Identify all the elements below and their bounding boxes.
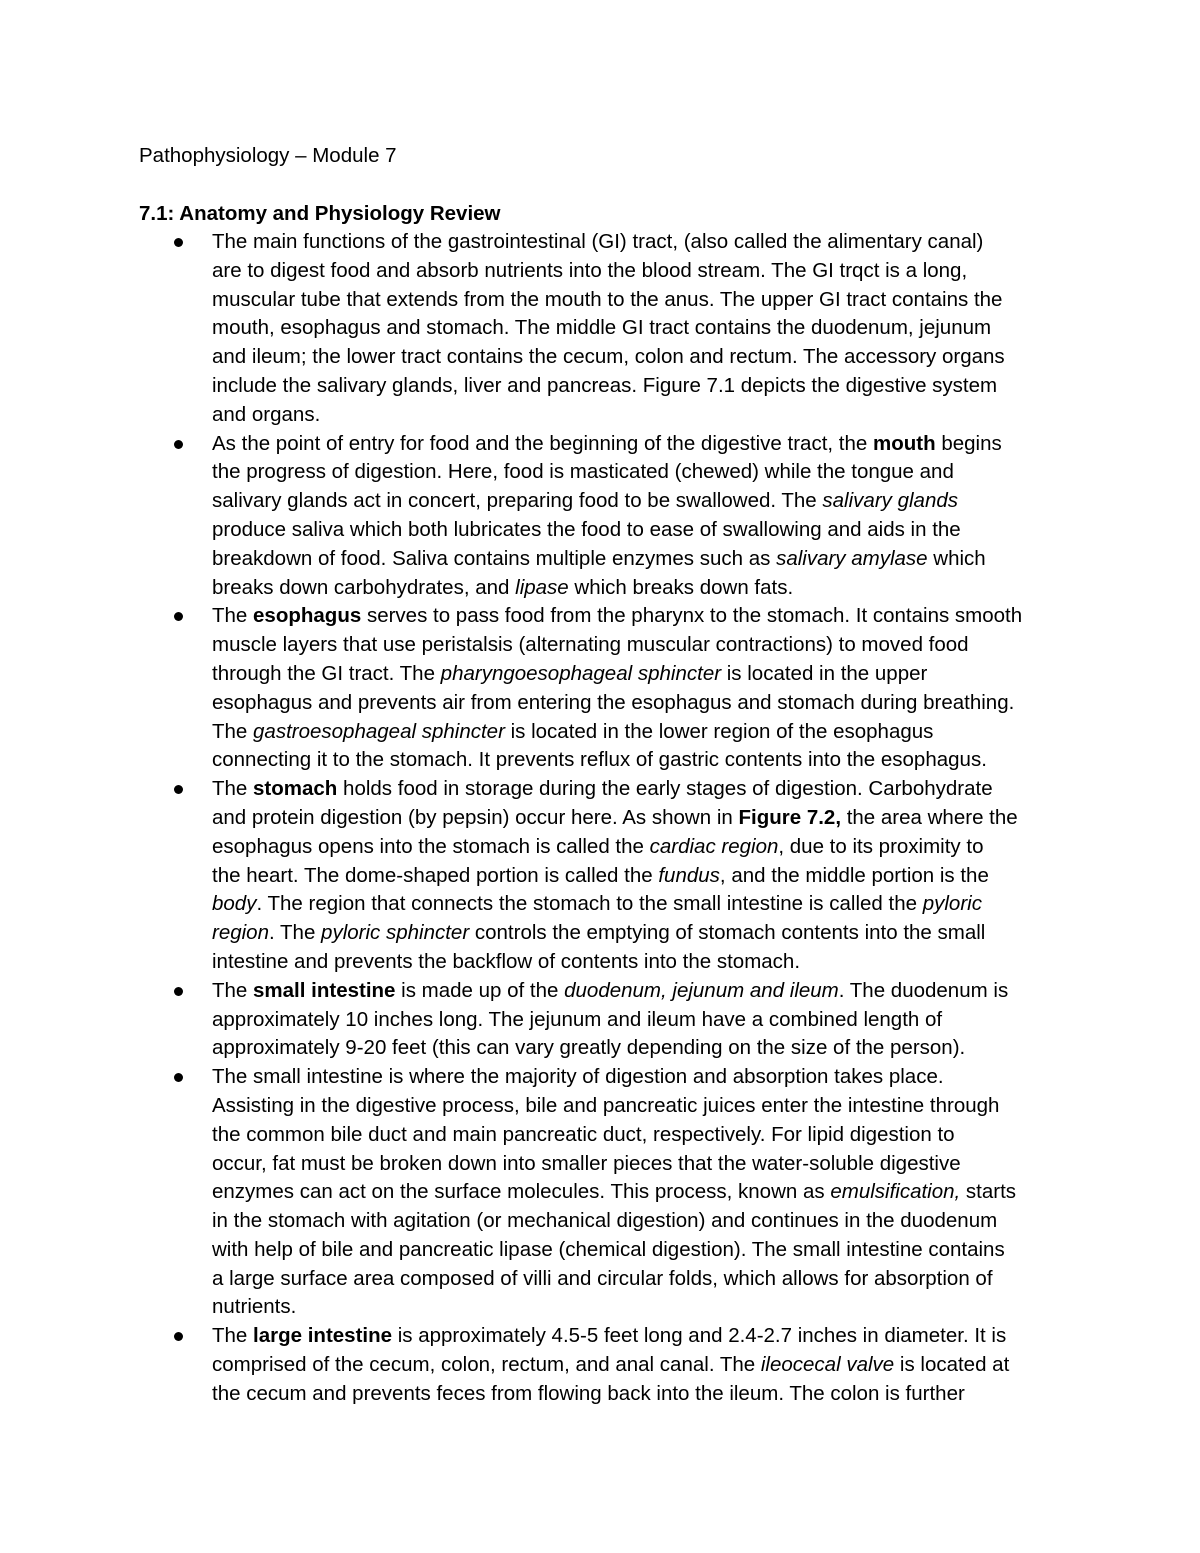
bold-term: esophagus bbox=[253, 604, 362, 628]
text-line bbox=[212, 1265, 1082, 1294]
text-line bbox=[212, 343, 1082, 372]
italic-term: cardiac region bbox=[649, 834, 779, 858]
text-run: muscular tube that extends from the mouth to the anus. The upper GI tract contains the bbox=[212, 287, 1003, 311]
text-line bbox=[212, 574, 1082, 603]
italic-term: pyloric sphincter bbox=[321, 921, 470, 945]
text-line bbox=[212, 1178, 1082, 1207]
text-run: . The region that connects the stomach to the small intestine is called the bbox=[256, 892, 923, 916]
text-line bbox=[212, 1092, 1082, 1121]
text-line bbox=[212, 804, 1082, 833]
italic-term: body bbox=[212, 892, 257, 916]
bullet-item bbox=[212, 775, 1082, 977]
bullet-point-icon bbox=[174, 612, 183, 621]
bullet-item bbox=[212, 1322, 1082, 1408]
text-run: is located at bbox=[894, 1353, 1010, 1377]
text-run: with help of bile and pancreatic lipase (chemical digestion). The small intestine contains bbox=[212, 1237, 1005, 1261]
text-run: the progress of digestion. Here, food is masticated (chewed) while the tongue and bbox=[212, 460, 954, 484]
text-run: , and the middle portion is the bbox=[719, 863, 989, 887]
text-run: . The duodenum is bbox=[838, 978, 1009, 1002]
bullet-point-icon bbox=[174, 785, 183, 794]
bullet-point-icon bbox=[174, 238, 183, 247]
italic-term: pyloric bbox=[922, 892, 982, 916]
bullet-item bbox=[212, 228, 1082, 430]
text-line bbox=[212, 833, 1082, 862]
italic-term: gastroesophageal sphincter bbox=[253, 719, 505, 743]
text-line bbox=[212, 228, 1082, 257]
text-run: The bbox=[212, 719, 254, 743]
text-run: connecting it to the stomach. It prevents reflux of gastric contents into the esophagus. bbox=[212, 748, 987, 772]
bullet-item bbox=[212, 1063, 1082, 1322]
section-heading: 7.1: Anatomy and Physiology Review bbox=[139, 202, 501, 225]
text-run: enzymes can act on the surface molecules. This process, known as bbox=[212, 1180, 831, 1204]
text-run: The small intestine is where the majority of digestion and absorption takes place. bbox=[212, 1065, 944, 1089]
text-line bbox=[212, 516, 1082, 545]
text-line bbox=[212, 372, 1082, 401]
text-run: and ileum; the lower tract contains the cecum, colon and rectum. The accessory organs bbox=[212, 345, 1005, 369]
text-line bbox=[212, 689, 1082, 718]
text-run: breakdown of food. Saliva contains multiple enzymes such as bbox=[212, 546, 777, 570]
text-run: The bbox=[212, 978, 254, 1002]
text-run: nutrients. bbox=[212, 1295, 297, 1319]
bullet-point-icon bbox=[174, 987, 183, 996]
text-run: which bbox=[927, 546, 986, 570]
text-line bbox=[212, 487, 1082, 516]
text-run: muscle layers that use peristalsis (alternating muscular contractions) to moved food bbox=[212, 633, 969, 657]
text-line bbox=[212, 631, 1082, 660]
text-line bbox=[212, 401, 1082, 430]
text-run: starts bbox=[960, 1180, 1017, 1204]
text-run: , due to its proximity to bbox=[778, 834, 984, 858]
bullet-list bbox=[212, 228, 1082, 1409]
italic-term: ileocecal valve bbox=[760, 1353, 895, 1377]
text-line bbox=[212, 977, 1082, 1006]
text-run: . The bbox=[269, 921, 322, 945]
bullet-item bbox=[212, 977, 1082, 1063]
bold-term: mouth bbox=[873, 431, 936, 455]
text-line bbox=[212, 1034, 1082, 1063]
text-run: the common bile duct and main pancreatic duct, respectively. For lipid digestion to bbox=[212, 1122, 955, 1146]
text-run: which breaks down fats. bbox=[568, 575, 794, 599]
text-run: mouth, esophagus and stomach. The middle GI tract contains the duodenum, jejunum bbox=[212, 316, 992, 340]
text-line bbox=[212, 746, 1082, 775]
text-run: through the GI tract. The bbox=[212, 661, 441, 685]
bullet-item bbox=[212, 430, 1082, 603]
bold-term: small intestine bbox=[253, 978, 396, 1002]
text-run: intestine and prevents the backflow of contents into the stomach. bbox=[212, 949, 801, 973]
text-line bbox=[212, 1063, 1082, 1092]
bullet-item bbox=[212, 602, 1082, 775]
text-line bbox=[212, 775, 1082, 804]
italic-term: region bbox=[212, 921, 269, 945]
bullet-point-icon bbox=[174, 1073, 183, 1082]
italic-term: duodenum, jejunum and ileum bbox=[564, 978, 839, 1002]
text-run: include the salivary glands, liver and pancreas. Figure 7.1 depicts the digestive system bbox=[212, 373, 998, 397]
text-line bbox=[212, 1236, 1082, 1265]
bold-term: large intestine bbox=[253, 1324, 393, 1348]
text-run: produce saliva which both lubricates the food to ease of swallowing and aids in the bbox=[212, 517, 961, 541]
text-run: and protein digestion (by pepsin) occur here. As shown in bbox=[212, 805, 739, 829]
text-run: is located in the lower region of the esophagus bbox=[504, 719, 934, 743]
text-run: As the point of entry for food and the beginning of the digestive tract, the bbox=[212, 431, 873, 455]
text-run: a large surface area composed of villi and circular folds, which allows for absorption of bbox=[212, 1266, 993, 1290]
text-run: The main functions of the gastrointestinal (GI) tract, (also called the alimentary canal) bbox=[212, 230, 984, 253]
text-run: are to digest food and absorb nutrients into the blood stream. The GI trqct is a long, bbox=[212, 258, 968, 282]
text-run: the area where the bbox=[841, 805, 1018, 829]
text-run: serves to pass food from the pharynx to the stomach. It contains smooth bbox=[361, 604, 1023, 628]
bullet-point-icon bbox=[174, 440, 183, 449]
text-run: The bbox=[212, 777, 254, 801]
text-run: is approximately 4.5-5 feet long and 2.4-2.7 inches in diameter. It is bbox=[392, 1324, 1007, 1348]
text-line bbox=[212, 458, 1082, 487]
text-line bbox=[212, 1006, 1082, 1035]
text-line bbox=[212, 862, 1082, 891]
text-run: esophagus opens into the stomach is called the bbox=[212, 834, 650, 858]
bullet-point-icon bbox=[174, 1332, 183, 1341]
text-line bbox=[212, 1150, 1082, 1179]
text-run: holds food in storage during the early stages of digestion. Carbohydrate bbox=[337, 777, 993, 801]
text-line bbox=[212, 257, 1082, 286]
text-line bbox=[212, 545, 1082, 574]
text-run: the heart. The dome-shaped portion is called the bbox=[212, 863, 659, 887]
bold-term: stomach bbox=[253, 777, 338, 801]
text-line bbox=[212, 1207, 1082, 1236]
text-run: esophagus and prevents air from entering the esophagus and stomach during breathing. bbox=[212, 690, 1015, 714]
text-line bbox=[212, 660, 1082, 689]
italic-term: salivary glands bbox=[822, 489, 958, 513]
bold-term: Figure 7.2, bbox=[738, 805, 842, 829]
text-run: approximately 10 inches long. The jejunum and ileum have a combined length of bbox=[212, 1007, 943, 1031]
text-run: the cecum and prevents feces from flowing back into the ileum. The colon is further bbox=[212, 1381, 965, 1405]
text-line bbox=[212, 314, 1082, 343]
text-line bbox=[212, 718, 1082, 747]
text-line bbox=[212, 1293, 1082, 1322]
text-run: controls the emptying of stomach contents into the small bbox=[469, 921, 986, 945]
text-line bbox=[212, 1121, 1082, 1150]
text-run: approximately 9-20 feet (this can vary greatly depending on the size of the person). bbox=[212, 1036, 966, 1060]
text-run: The bbox=[212, 604, 254, 628]
text-line bbox=[212, 286, 1082, 315]
text-run: breaks down carbohydrates, and bbox=[212, 575, 516, 599]
text-line bbox=[212, 890, 1082, 919]
text-run: in the stomach with agitation (or mechanical digestion) and continues in the duodenum bbox=[212, 1209, 998, 1233]
text-run: Assisting in the digestive process, bile and pancreatic juices enter the intestine through bbox=[212, 1093, 1000, 1117]
italic-term: salivary amylase bbox=[776, 546, 928, 570]
text-line bbox=[212, 948, 1082, 977]
text-run: and organs. bbox=[212, 402, 321, 426]
document-title: Pathophysiology – Module 7 bbox=[139, 144, 397, 167]
text-line bbox=[212, 430, 1082, 459]
italic-term: fundus bbox=[658, 863, 720, 887]
text-line bbox=[212, 602, 1082, 631]
italic-term: lipase bbox=[515, 575, 569, 599]
text-run: occur, fat must be broken down into smaller pieces that the water-soluble digestive bbox=[212, 1151, 961, 1175]
text-run: is made up of the bbox=[395, 978, 565, 1002]
text-line bbox=[212, 1322, 1082, 1351]
text-run: is located in the upper bbox=[721, 661, 928, 685]
text-line bbox=[212, 919, 1082, 948]
text-run: comprised of the cecum, colon, rectum, and anal canal. The bbox=[212, 1353, 761, 1377]
italic-term: emulsification, bbox=[830, 1180, 961, 1204]
text-line bbox=[212, 1351, 1082, 1380]
text-line bbox=[212, 1380, 1082, 1409]
text-run: begins bbox=[935, 431, 1002, 455]
text-run: salivary glands act in concert, preparing food to be swallowed. The bbox=[212, 489, 823, 513]
italic-term: pharyngoesophageal sphincter bbox=[440, 661, 722, 685]
text-run: The bbox=[212, 1324, 254, 1348]
